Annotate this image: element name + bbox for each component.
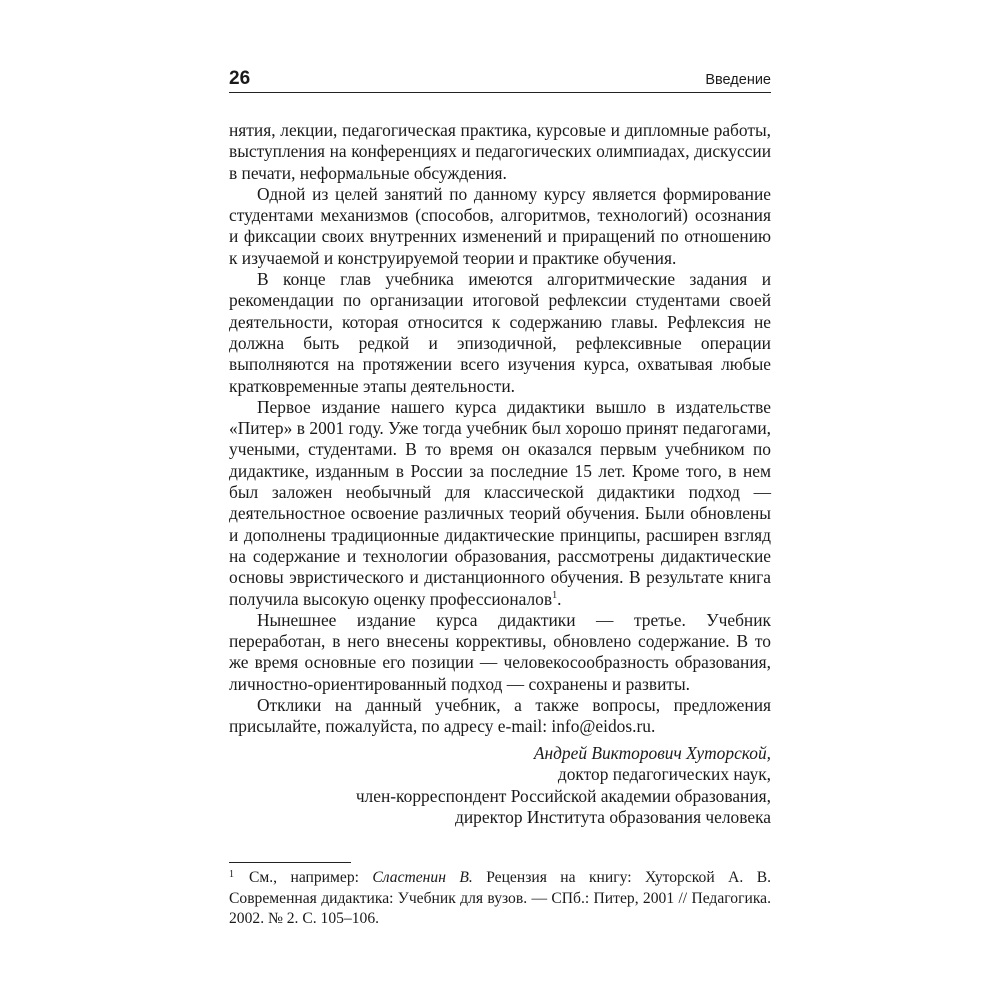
author-title: директор Института образования человека bbox=[455, 806, 771, 827]
footnote-reference: 1 bbox=[552, 589, 558, 601]
body-text bbox=[229, 120, 771, 738]
footnote-number: 1 bbox=[229, 869, 234, 880]
paragraph-text: Первое издание нашего курса дидактики вышло в издательстве «Питер» в 2001 году. Уже тогда учебник был хорошо принят педагогами, учеными, студентами. В то время он оказался первым учебником по дидактике, изданным в России за последние 15 лет. Кроме того, в нем был заложен необычный для классической дидактики подход — деятельностное освоение различных теорий обучения. Были обновлены и дополнены традиционные дидактические принципы, расширен взгляд на содержание и технологии образования, рассмотрены дидактические основы эвристического и дистанционного обучения. В результате книга получила высокую оценку профессионалов bbox=[229, 396, 771, 609]
signature-block bbox=[229, 743, 771, 828]
author-title: доктор педагогических наук, bbox=[557, 764, 771, 785]
page-header bbox=[229, 66, 771, 93]
paragraph-end: . bbox=[557, 588, 562, 609]
paragraph: Отклики на данный учебник, а также вопросы, предложения присылайте, пожалуйста, по адресу e-mail: info@eidos.ru. bbox=[229, 695, 771, 737]
paragraph: нятия, лекции, педагогическая практика, курсовые и дипломные работы, выступления на конференциях и педагогических олимпиадах, дискуссии в печати, неформальные обсуждения. bbox=[229, 120, 771, 183]
footnote-prefix: См., например: bbox=[249, 869, 373, 886]
paragraph: В конце глав учебника имеются алгоритмические задания и рекомендации по организации итоговой рефлексии студентами своей деятельности, которая относится к содержанию главы. Рефлексия не должна быть редкой и эпизодичной, рефлексивные операции выполняются на протяжении всего изучения курса, охватывая любые кратковременные этапы деятельности. bbox=[229, 269, 771, 396]
footnote-author: Сластенин В. bbox=[372, 869, 473, 886]
footnote-divider bbox=[229, 862, 351, 863]
footnote bbox=[229, 868, 771, 930]
author-name: Андрей Викторович Хуторской, bbox=[533, 743, 771, 763]
footnote-text: Рецензия на книгу: Хуторской А. В. Современная дидактика: Учебник для вузов. — СПб.: Питер, 2001 // Педагогика. 2002. № 2. С. 105–106. bbox=[229, 869, 771, 927]
paragraph: Нынешнее издание курса дидактики — третье. Учебник переработан, в него внесены коррективы, обновлено содержание. В то же время основные его позиции — человекосообразность образования, личностно-ориентированный подход — сохранены и развиты. bbox=[229, 609, 771, 694]
author-title: член-корреспондент Российской академии образования, bbox=[355, 785, 771, 806]
page-number: 26 bbox=[229, 68, 251, 89]
paragraph bbox=[229, 397, 771, 610]
paragraph: Одной из целей занятий по данному курсу является формирование студентами механизмов (способов, алгоритмов, технологий) осознания и фиксации своих внутренних изменений и приращений по отношению к изучаемой и конструируемой теории и практике обучения. bbox=[229, 183, 771, 268]
running-head: Введение bbox=[705, 72, 771, 88]
